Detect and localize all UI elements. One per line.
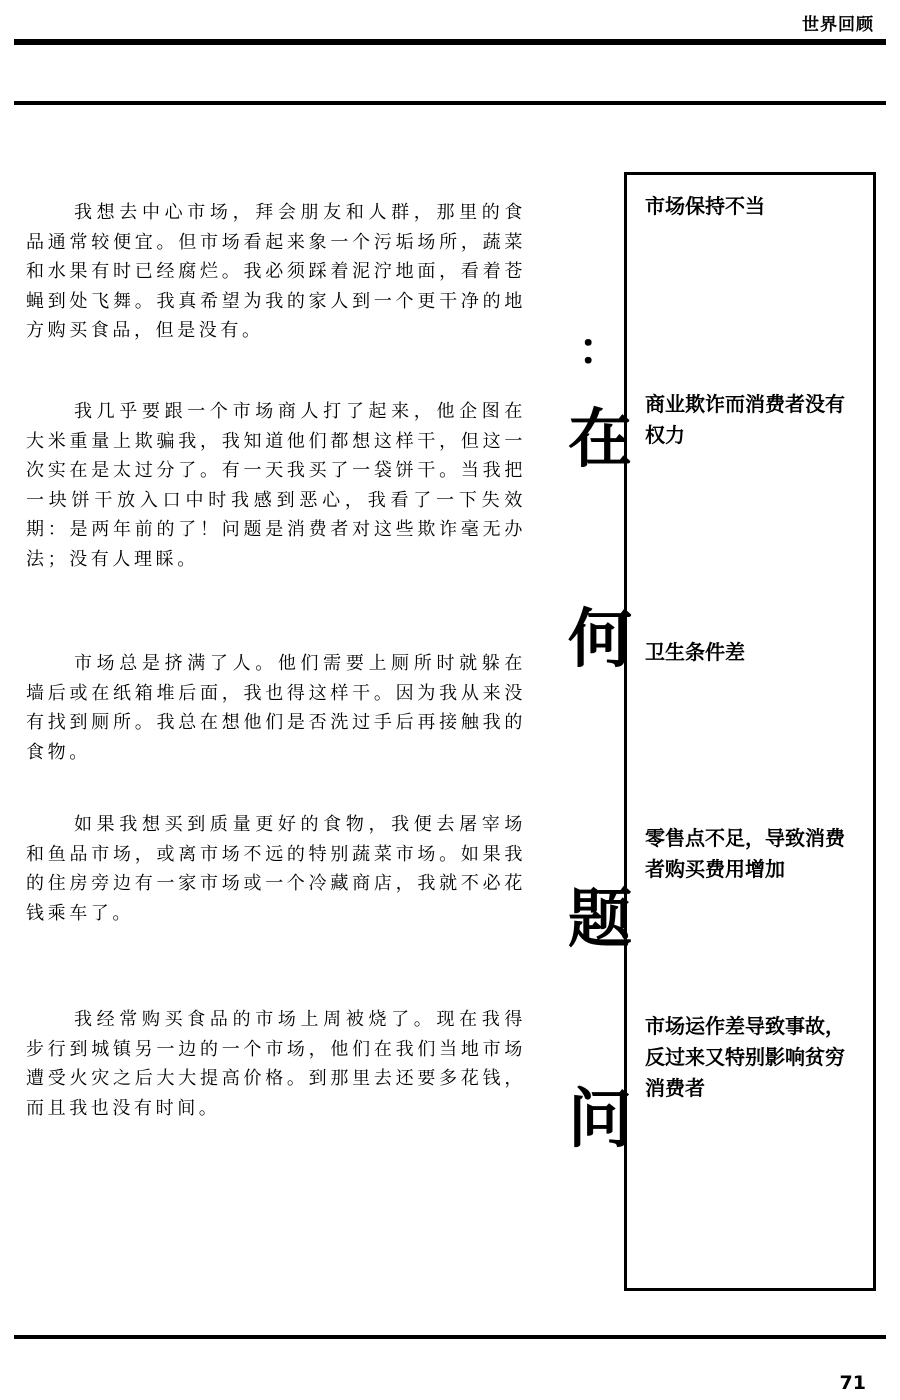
testimony-paragraph: 我想去中心市场，拜会朋友和人群，那里的食品通常较便宜。但市场看起来象一个污垢场所，蔬菜和水果有时已经腐烂。我必须踩着泥泞地面，看着苍蝇到处飞舞。我真希望为我的家人到一个更干净的地方购买食品，但是没有。 (26, 202, 526, 341)
testimony-paragraph: 我经常购买食品的市场上周被烧了。现在我得步行到城镇另一边的一个市场，他们在我们当地市场遭受火灾之后大大提高价格。到那里去还要多花钱，而且我也没有时间。 (26, 1009, 526, 1119)
vertical-title-char: ： (578, 324, 622, 375)
header-section-label: 世界回顾 (802, 15, 874, 35)
problems-box (624, 172, 876, 1291)
problem-item: 零售点不足，导致消费者购买费用增加 (645, 826, 845, 881)
testimony-paragraph: 如果我想买到质量更好的食物，我便去屠宰场和鱼品市场，或离市场不远的特别蔬菜市场。如果我的住房旁边有一家市场或一个冷藏商店，我就不必花钱乘车了。 (26, 814, 526, 924)
middle-rule (14, 101, 886, 105)
vertical-title-char: 题 (568, 883, 632, 957)
problem-item: 市场运作差导致事故，反过来又特别影响贫穷消费者 (645, 1014, 845, 1100)
testimony-paragraph: 我几乎要跟一个市场商人打了起来，他企图在大米重量上欺骗我，我知道他们都想这样干，但这一次实在是太过分了。有一天我买了一袋饼干。当我把一块饼干放入口中时我感到恶心，我看了一下失效期：是两年前的了！问题是消费者对这些欺诈毫无办法；没有人理睬。 (26, 401, 526, 570)
top-rule (14, 39, 886, 45)
problem-item: 市场保持不当 (645, 194, 765, 218)
vertical-title-char: 何 (568, 603, 632, 677)
testimony-paragraph: 市场总是挤满了人。他们需要上厕所时就躲在墙后或在纸箱堆后面，我也得这样干。因为我从来没有找到厕所。我总在想他们是否洗过手后再接触我的食物。 (26, 653, 526, 763)
vertical-title-char: 问 (568, 1083, 632, 1157)
bottom-rule (14, 1335, 886, 1339)
vertical-title-char: 在 (568, 403, 632, 477)
problem-item: 商业欺诈而消费者没有权力 (645, 392, 845, 447)
problem-item: 卫生条件差 (645, 640, 745, 664)
page-number: 71 (839, 1372, 866, 1394)
